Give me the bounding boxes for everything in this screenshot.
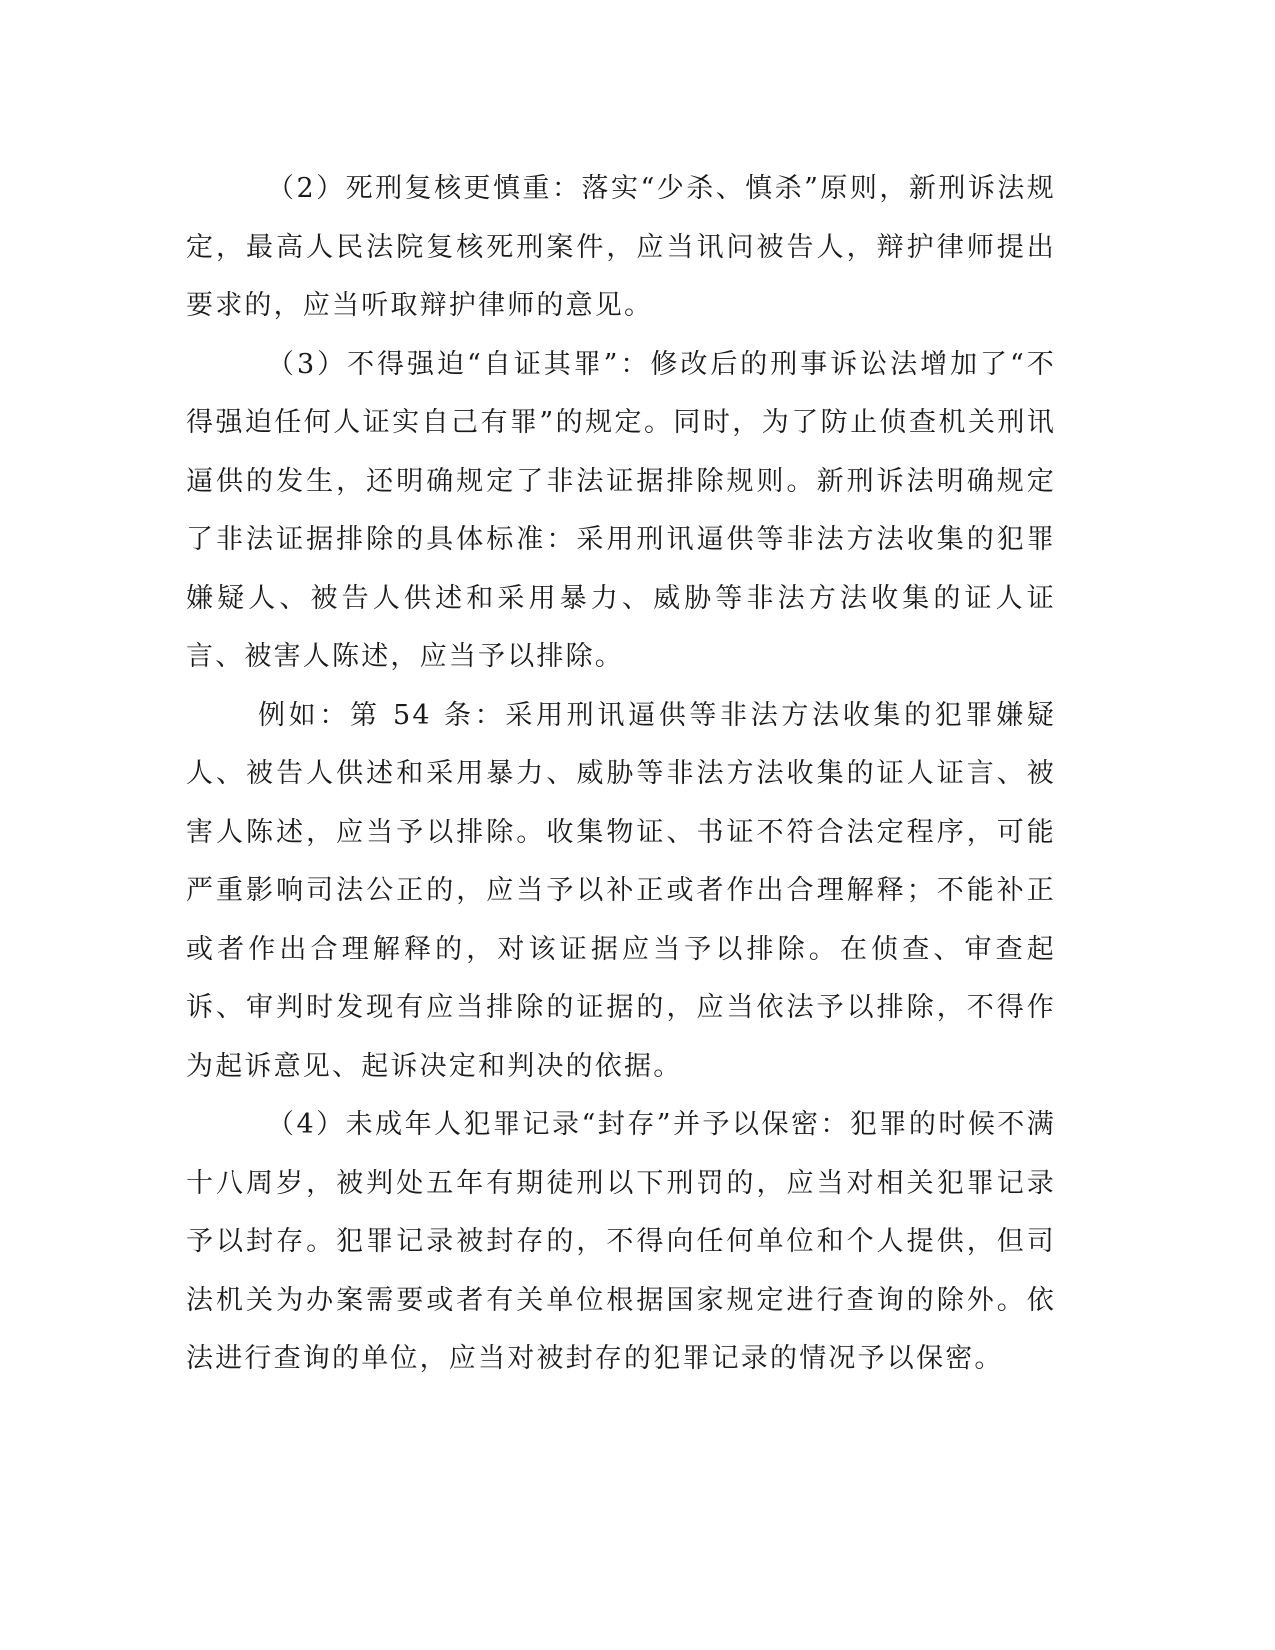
paragraph-article-54-example: 例如：第 54 条：采用刑讯逼供等非法方法收集的犯罪嫌疑人、被告人供述和采用暴力、威胁等非法方法收集的证人证言、被害人陈述，应当予以排除。收集物证、书证不符合法定程序，可能严重影响司法公正的，应当予以补正或者作出合理解释；不能补正或者作出合理解释的，对该证据应当予以排除。在侦查、审查起诉、审判时发现有应当排除的证据的，应当依法予以排除，不得作为起诉意见、起诉决定和判决的依据。 [186, 699, 1056, 1082]
paragraph-juvenile-record-sealing: （4）未成年人犯罪记录“封存”并予以保密：犯罪的时候不满十八周岁，被判处五年有期徒刑以下刑罚的，应当对相关犯罪记录予以封存。犯罪记录被封存的，不得向任何单位和个人提供，但司法机关为办案需要或者有关单位根据国家规定进行查询的除外。依法进行查询的单位，应当对被封存的犯罪记录的情况予以保密。 [186, 1109, 1056, 1374]
document-body [186, 160, 1056, 1389]
paragraph-death-penalty-review: （2）死刑复核更慎重：落实“少杀、慎杀”原则，新刑诉法规定，最高人民法院复核死刑案件，应当讯问被告人，辩护律师提出要求的，应当听取辩护律师的意见。 [186, 173, 1056, 321]
paragraph-no-self-incrimination: （3）不得强迫“自证其罪”：修改后的刑事诉讼法增加了“不得强迫任何人证实自己有罪”的规定。同时，为了防止侦查机关刑讯逼供的发生，还明确规定了非法证据排除规则。新刑诉法明确规定了非法证据排除的具体标准：采用刑讯逼供等非法方法收集的犯罪嫌疑人、被告人供述和采用暴力、威胁等非法方法收集的证人证言、被害人陈述，应当予以排除。 [186, 348, 1056, 672]
